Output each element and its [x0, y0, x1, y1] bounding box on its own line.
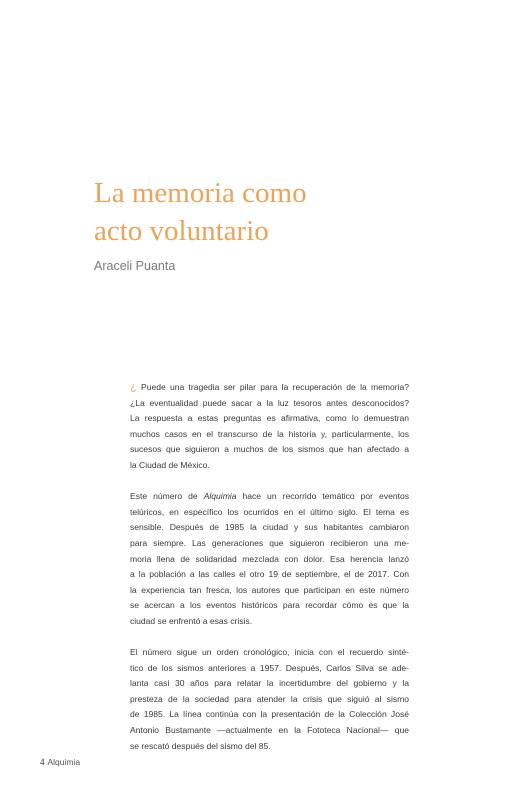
- paragraph-2: [130, 489, 409, 629]
- text-line: lanta casi 30 años para relatar la incertidumbre del gobierno y la: [130, 678, 409, 689]
- text-fragment: Este número de: [130, 491, 204, 502]
- text-line: la Ciudad de México.: [130, 459, 210, 470]
- opening-question-mark: ¿: [130, 381, 137, 393]
- text-line-content: Puede una tragedia ser pilar para la recuperación de la memoria?: [141, 382, 409, 392]
- text-line: La respuesta a estas preguntas es afirmativa, como lo demuestran: [130, 413, 409, 424]
- publication-name: Alquimia: [47, 757, 81, 767]
- title-line: acto voluntario: [94, 215, 269, 247]
- text-line: para siempre. Las generaciones que siguieron recibieron una me-: [130, 537, 409, 548]
- text-line: El número sigue un orden cronológico, inicia con el recuerdo sinté-: [130, 647, 409, 658]
- text-line: [130, 489, 409, 505]
- paragraph-1: [130, 380, 409, 474]
- text-line: presteza de la sociedad para atender la crisis que siguió al sismo: [130, 693, 409, 704]
- text-line: muchos casos en el transcurso de la historia y, particularmente, los: [130, 428, 409, 439]
- text-line: sensible. Después de 1985 la ciudad y sus habitantes cambiaron: [130, 522, 409, 533]
- publication-name-italic: Alquimia: [203, 491, 237, 502]
- text-line: moria llena de solidaridad mezclada con dolor. Esa herencia lanzó: [130, 553, 409, 564]
- text-line: [130, 380, 409, 396]
- page-footer: [40, 757, 80, 767]
- text-fragment: hace un recorrido temático por eventos: [236, 491, 409, 502]
- paragraph-3: [130, 645, 409, 754]
- text-line: se acercan a los eventos históricos para recordar cómo es que la: [130, 600, 409, 611]
- text-line: ¿La eventualidad puede sacar a la luz tesoros antes desconocidos?: [130, 397, 409, 408]
- text-line: ciudad se enfrentó a esas crisis.: [130, 615, 253, 626]
- text-line: tico de los sismos anteriores a 1957. Después, Carlos Silva se ade-: [130, 662, 409, 673]
- text-line: de 1985. La línea continúa con la presentación de la Colección José: [130, 709, 409, 720]
- text-line: se rescató después del sismo del 85.: [130, 740, 271, 751]
- article-author: Araceli Puanta: [94, 259, 176, 273]
- text-line: Antonio Bustamante —actualmente en la Fototeca Nacional— que: [130, 725, 409, 736]
- article-title: [94, 174, 424, 250]
- text-line: a la población a las calles el otro 19 de septiembre, el de 2017. Con: [130, 569, 409, 580]
- text-line: la experiencia tan fresca, los autores que participan en este número: [130, 584, 409, 595]
- article-body: [130, 380, 409, 770]
- text-line: telúricos, en específico los ocurridos en el último siglo. El tema es: [130, 506, 409, 517]
- title-line: La memoria como: [94, 177, 307, 209]
- page-number: 4: [40, 757, 45, 767]
- text-line: sucesos que siguieron a muchos de los sismos que han afectado a: [130, 444, 409, 455]
